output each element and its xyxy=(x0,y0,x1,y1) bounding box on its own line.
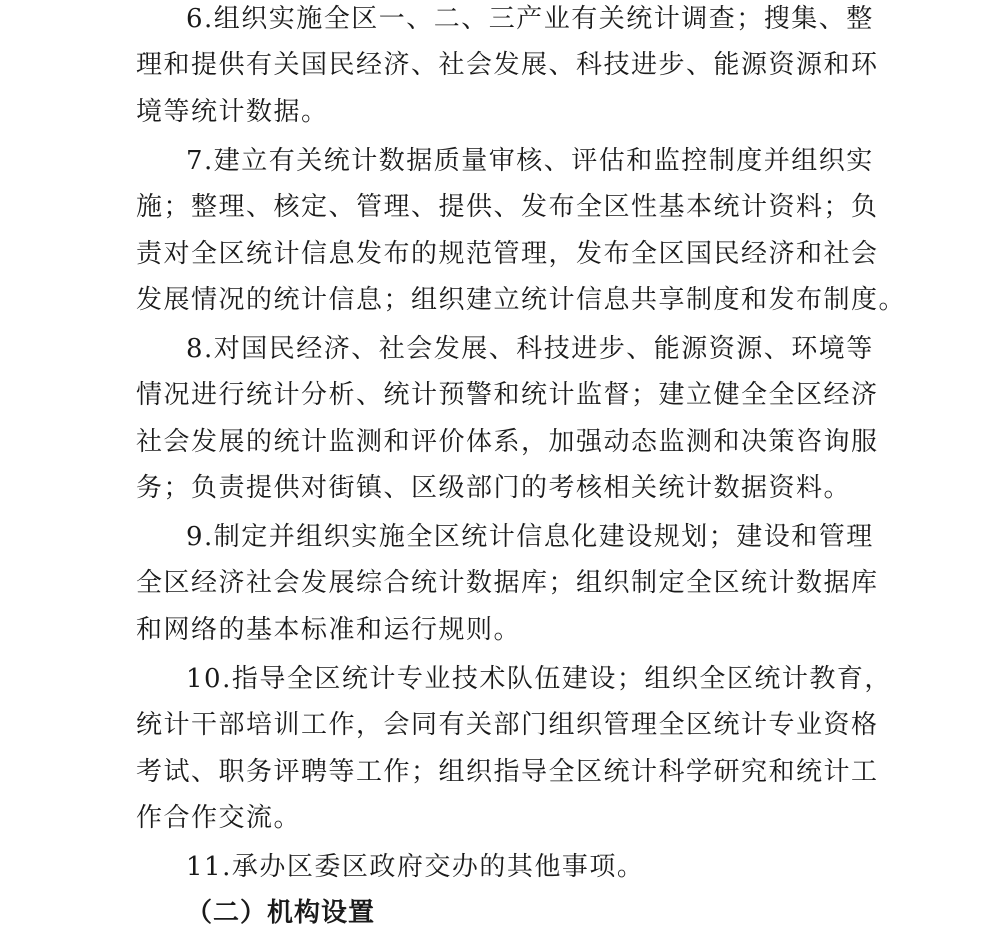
item-10-line-1: 10.指导全区统计专业技术队伍建设；组织全区统计教育， xyxy=(186,664,892,694)
item-10-line-3: 考试、职务评聘等工作；组织指导全区统计科学研究和统计工 xyxy=(136,757,879,787)
item-9-line-3: 和网络的基本标准和运行规则。 xyxy=(136,615,522,645)
item-10-line-4: 作合作交流。 xyxy=(136,803,302,833)
section-heading: （二）机构设置 xyxy=(186,898,376,928)
item-7-line-2: 施；整理、核定、管理、提供、发布全区性基本统计资料；负 xyxy=(136,192,879,222)
item-9-line-2: 全区经济社会发展综合统计数据库；组织制定全区统计数据库 xyxy=(136,568,879,598)
item-9-line-1: 9.制定并组织实施全区统计信息化建设规划；建设和管理 xyxy=(186,522,874,552)
item-6-line-2: 理和提供有关国民经济、社会发展、科技进步、能源资源和环 xyxy=(136,50,879,80)
item-6-line-1: 6.组织实施全区一、二、三产业有关统计调查；搜集、整 xyxy=(186,4,874,34)
item-7-line-1: 7.建立有关统计数据质量审核、评估和监控制度并组织实 xyxy=(186,146,874,176)
item-8-line-3: 社会发展的统计监测和评价体系，加强动态监测和决策咨询服 xyxy=(136,427,879,457)
item-8-line-1: 8.对国民经济、社会发展、科技进步、能源资源、环境等 xyxy=(186,334,874,364)
item-7-line-4: 发展情况的统计信息；组织建立统计信息共享制度和发布制度。 xyxy=(136,285,907,315)
item-6-line-3: 境等统计数据。 xyxy=(136,97,329,127)
item-8-line-4: 务；负责提供对街镇、区级部门的考核相关统计数据资料。 xyxy=(136,473,852,503)
item-10-line-2: 统计干部培训工作，会同有关部门组织管理全区统计专业资格 xyxy=(136,710,879,740)
item-11-line-1: 11.承办区委区政府交办的其他事项。 xyxy=(186,852,645,882)
item-7-line-3: 责对全区统计信息发布的规范管理，发布全区国民经济和社会 xyxy=(136,239,879,269)
item-8-line-2: 情况进行统计分析、统计预警和统计监督；建立健全全区经济 xyxy=(136,380,879,410)
